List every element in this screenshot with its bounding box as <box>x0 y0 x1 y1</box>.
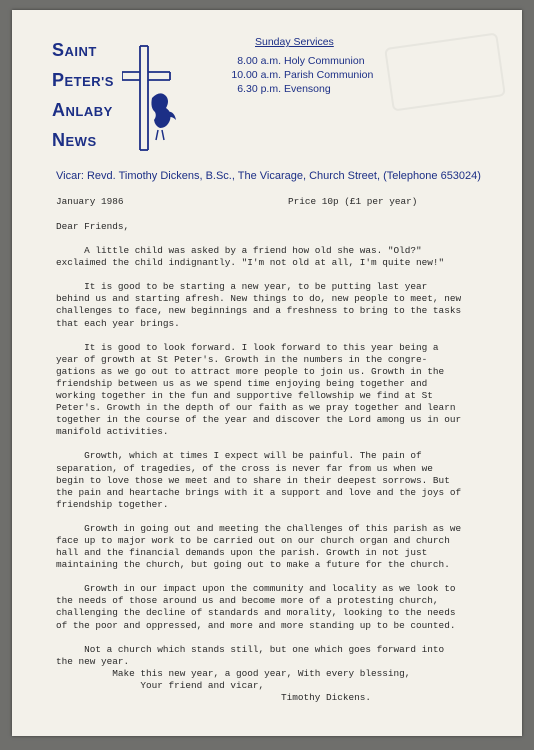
paragraph: Growth in going out and meeting the challenges of this parish as we face up to major work to be carried out on our church organ and church hall and the financial demands upon the parish. Growth in not just maintaining the church, but going out to make a future for the church. <box>56 522 462 571</box>
service-time: 10.00 a.m. <box>231 69 281 81</box>
paragraph: It is good to be starting a new year, to be putting last year behind us and starting afresh. New things to do, new people to meet, new challenges to face, new beginnings and a freshness to bring to the tasks that each year brings. <box>56 281 462 329</box>
masthead-cap: N <box>52 130 66 150</box>
service-row <box>227 54 373 68</box>
masthead-cap: A <box>52 100 66 120</box>
show-through-watermark <box>384 32 506 111</box>
service-row <box>227 68 373 82</box>
service-name: Evensong <box>284 83 331 95</box>
dateline <box>56 196 522 209</box>
services-heading: Sunday Services <box>255 36 334 48</box>
cross-emblem-icon <box>122 42 192 154</box>
paragraph: Growth, which at times I expect will be painful. The pain of separation, of tragedies, of the cross is never far from us when we begin to love those we meet and to share in their deepest sorrows. But the pain and heartache brings with it a support and love and the joys of friendship together. <box>56 450 462 510</box>
masthead-line-saint <box>52 36 114 66</box>
salutation: Dear Friends, <box>56 221 130 232</box>
service-name: Holy Communion <box>284 55 365 67</box>
service-name: Parish Communion <box>284 69 374 81</box>
issue-date: January 1986 <box>56 196 124 207</box>
sunday-services-box <box>227 36 373 96</box>
masthead-line-news <box>52 126 114 156</box>
masthead-cap: S <box>52 40 65 60</box>
masthead-rest: EWS <box>65 134 97 149</box>
service-row <box>227 82 373 96</box>
letter-body <box>56 196 522 704</box>
issue-price: Price 10p (£1 per year) <box>288 196 418 207</box>
masthead-rest: NLABY <box>65 104 113 119</box>
service-time: 6.30 p.m. <box>237 83 281 95</box>
newsletter-page <box>12 10 522 736</box>
masthead-line-anlaby <box>52 96 114 126</box>
service-time: 8.00 a.m. <box>237 55 281 67</box>
paragraph: Growth in our impact upon the community and locality as we look to the needs of those around us and become more of a protesting church, challenging the decline of standards and morality, looking to the needs of the poor and oppressed, and more and more standing up to be counted. <box>56 583 456 631</box>
masthead-rest: AINT <box>64 44 97 59</box>
masthead-rest: ETER'S <box>64 74 114 89</box>
masthead-cap: P <box>52 70 65 90</box>
paragraph: It is good to look forward. I look forward to this year being a year of growth at St Peter's. Growth in the numbers in the congre- gations as we go out to attract more people to join us. Growth in the friendship between us as we spend time enjoying being together and working together in the fun and supportive fellowship we find at St Peter's. Growth in the depth of our faith as we pray together and learn together in the course of the year and discover the Lord among us in our manifold activities. <box>56 341 462 438</box>
cockerel-icon <box>151 93 176 140</box>
vicar-address-line: Vicar: Revd. Timothy Dickens, B.Sc., The Vicarage, Church Street, (Telephone 653024) <box>56 170 481 182</box>
closing-signature: Not a church which stands still, but one which goes forward into the new year. Make this new year, a good year, With every blessing, Your friend and vicar, Timothy Dickens. <box>56 643 445 703</box>
masthead-line-peters <box>52 66 114 96</box>
paragraph: A little child was asked by a friend how old she was. "Old?" exclaimed the child indignantly. "I'm not old at all, I'm quite new!" <box>56 245 445 269</box>
masthead-title <box>52 36 114 156</box>
